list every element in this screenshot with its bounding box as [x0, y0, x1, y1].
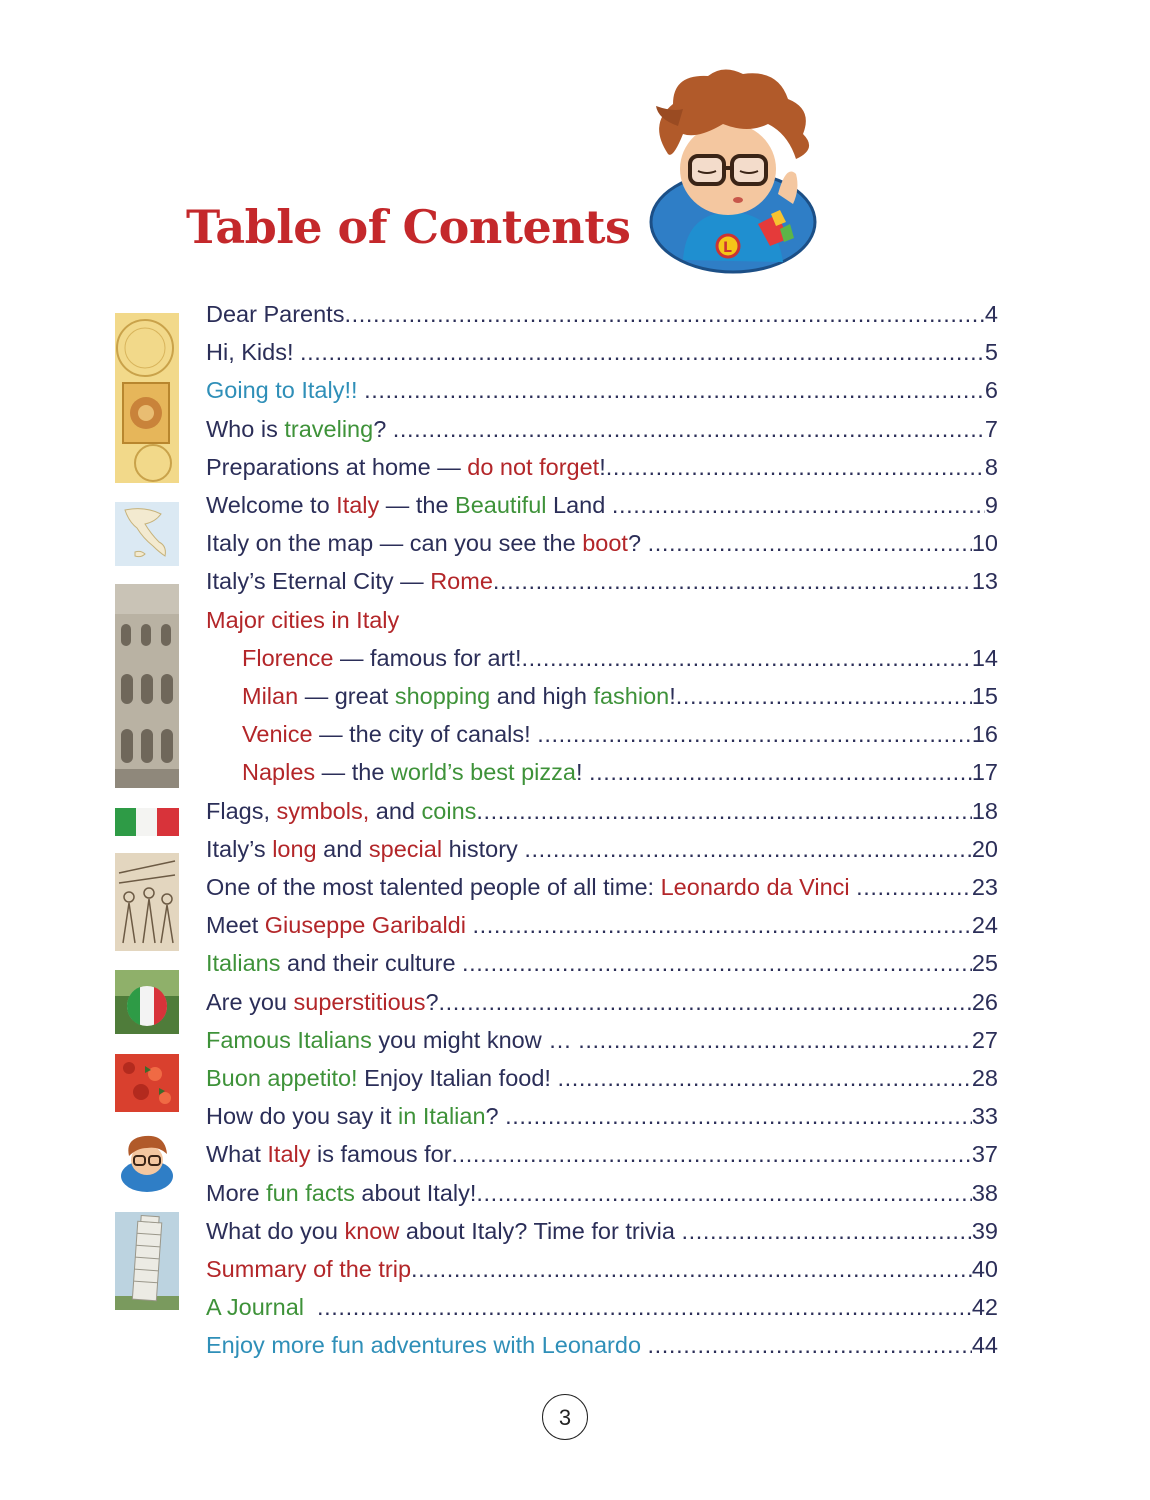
toc-page-number: 8 — [984, 453, 998, 480]
toc-entry-text: in Italian — [398, 1103, 486, 1130]
dot-leader — [522, 639, 972, 677]
toc-entry-text: Naples — [242, 759, 316, 786]
toc-entry-text: Major cities in Italy — [206, 606, 400, 633]
toc-entry-label — [206, 1135, 452, 1173]
toc-entry[interactable] — [206, 1021, 998, 1059]
toc-entry[interactable] — [206, 410, 998, 448]
dot-leader — [524, 830, 972, 868]
toc-entry-text: Land — [546, 492, 612, 518]
toc-page-number: 26 — [971, 988, 998, 1015]
dot-leader — [505, 1097, 972, 1135]
toc-entry-text: ? — [485, 1103, 506, 1130]
toc-entry-text: — famous for art! — [333, 644, 522, 671]
toc-page-number: 40 — [971, 1256, 998, 1282]
toc-entry[interactable] — [206, 1059, 998, 1097]
dot-leader — [317, 1288, 972, 1326]
dot-leader — [364, 371, 985, 409]
toc-entry-label — [206, 1212, 681, 1250]
toc-entry-label — [206, 601, 399, 639]
toc-entry-text: Rome — [430, 568, 493, 595]
toc-entry-text: coins — [421, 797, 477, 824]
toc-entry-text: and high — [490, 683, 594, 709]
toc-entry-label — [206, 1097, 505, 1135]
toc-entry-text: superstitious — [293, 988, 426, 1015]
toc-entry-text: Italy — [267, 1141, 311, 1168]
toc-entry[interactable] — [206, 792, 998, 830]
dot-leader — [439, 983, 972, 1021]
toc-subentry[interactable] — [242, 753, 998, 791]
toc-entry-text: and — [369, 797, 422, 824]
dot-leader — [452, 1135, 972, 1173]
toc-entry-text: How do you say it — [206, 1103, 399, 1130]
toc-entry-text: — the — [379, 492, 456, 518]
toc-page-number: 5 — [984, 339, 998, 366]
toc-entry[interactable] — [206, 295, 998, 333]
toc-entry-label — [206, 448, 606, 486]
toc-entry-label — [206, 410, 393, 448]
toc-entry-text: Giuseppe Garibaldi — [264, 912, 473, 939]
toc-page-number: 42 — [971, 1294, 998, 1321]
toc-entry-label — [206, 1021, 578, 1059]
toc-entry-text: Venice — [242, 721, 313, 748]
toc-entry-text: — the — [315, 759, 391, 786]
toc-entry-text: and their culture — [280, 950, 463, 977]
toc-entry-text: do not forget — [467, 453, 600, 480]
toc-entry-label — [206, 944, 462, 982]
toc-entry-text: Italy on the map — can you see the — [206, 530, 583, 557]
toc-page-number: 25 — [971, 950, 998, 977]
toc-entry-text: What — [206, 1141, 268, 1168]
toc-page-number: 6 — [984, 377, 998, 404]
toc-entry[interactable] — [206, 333, 998, 371]
toc-page-number: 20 — [971, 835, 998, 862]
toc-entry-label — [242, 715, 537, 753]
toc-page-number: 4 — [984, 301, 998, 327]
toc-page-number: 24 — [971, 912, 998, 939]
dot-leader — [300, 333, 985, 371]
toc-entry-text: shopping — [394, 683, 491, 709]
toc-entry-text: Italy’s — [206, 835, 273, 862]
toc-page-number: 17 — [971, 759, 998, 786]
toc-entry[interactable] — [206, 1212, 998, 1250]
toc-page-number: 28 — [971, 1065, 998, 1091]
toc-page-number: 15 — [971, 683, 998, 709]
toc-entry-text: Dear Parents — [206, 301, 345, 327]
toc-entry-text: Summary of the trip — [206, 1256, 412, 1282]
toc-entry[interactable] — [206, 1326, 998, 1364]
toc-page-number: 39 — [971, 1217, 998, 1244]
dot-leader — [476, 792, 971, 830]
toc-entry-text: know — [344, 1217, 400, 1244]
toc-entry-text: Florence — [242, 644, 334, 671]
toc-entry-text: Are you — [206, 988, 294, 1015]
dot-leader — [648, 1326, 972, 1364]
toc-entry-label — [206, 1059, 557, 1097]
toc-entry-text: Enjoy more fun adventures with Leonardo — [206, 1332, 648, 1359]
toc-entry-label — [206, 295, 344, 333]
dot-leader — [856, 868, 972, 906]
dot-leader — [537, 715, 972, 753]
dot-leader — [648, 524, 972, 562]
toc-entry[interactable] — [206, 524, 998, 562]
toc-entry-text: you might know … — [371, 1026, 579, 1053]
dot-leader — [557, 1059, 971, 1097]
toc-entry[interactable] — [206, 486, 998, 524]
toc-entry-label — [242, 639, 522, 677]
toc-page-number: 37 — [971, 1141, 998, 1168]
toc-entry-label — [242, 677, 676, 715]
toc-entry-text: Beautiful — [455, 492, 547, 518]
dot-leader — [472, 906, 971, 944]
toc-entry-text: Flags, — [206, 797, 277, 824]
toc-entry-label — [206, 792, 476, 830]
toc-entry-text: world’s best pizza — [390, 759, 576, 786]
toc-entry-text: fashion — [593, 683, 670, 709]
toc-entry-label — [206, 1174, 476, 1212]
toc-entry-label — [206, 983, 439, 1021]
toc-entry-label — [206, 830, 524, 868]
toc-entry-label — [206, 562, 493, 600]
toc-page-number: 38 — [971, 1179, 998, 1206]
toc-entry-text: — great — [298, 683, 395, 709]
toc-entry-text: fun facts — [266, 1179, 355, 1206]
toc-entry-text: ! — [599, 453, 606, 480]
toc-subentry[interactable] — [242, 715, 998, 753]
toc-entry-text: Hi, Kids! — [206, 339, 301, 366]
toc-entry-text: boot — [582, 530, 628, 557]
toc-entry-label — [206, 524, 648, 562]
toc-entry[interactable] — [206, 1288, 998, 1326]
toc-entry-text: More — [206, 1179, 267, 1206]
toc-section-heading[interactable] — [206, 601, 998, 639]
toc-page-number: 13 — [971, 568, 998, 595]
toc-entry-label — [242, 753, 589, 791]
toc-entry[interactable] — [206, 371, 998, 409]
toc-entry-text: long — [272, 835, 317, 862]
page-number: 3 — [542, 1394, 588, 1440]
toc-entry-text: ! — [669, 683, 676, 709]
dot-leader — [612, 486, 985, 524]
svg-text:L: L — [723, 240, 732, 256]
toc-entry-text: is famous for — [310, 1141, 452, 1168]
toc-entry-text: Enjoy Italian food! — [357, 1065, 558, 1091]
toc-entry[interactable] — [206, 830, 998, 868]
toc-entry[interactable] — [206, 1135, 998, 1173]
toc-entry[interactable] — [206, 868, 998, 906]
toc-entry-label — [206, 1288, 317, 1326]
toc-entry[interactable] — [206, 1097, 998, 1135]
toc-entry-text: A Journal — [206, 1294, 318, 1321]
toc-entry-label — [206, 1326, 648, 1364]
toc-entry-label — [206, 868, 856, 906]
dot-leader — [578, 1021, 972, 1059]
toc-entry-text: Buon appetito! — [206, 1065, 358, 1091]
toc-entry-text: Going to Italy!! — [206, 377, 365, 404]
toc-page-number: 18 — [971, 797, 998, 824]
toc-entry-text: symbols, — [276, 797, 370, 824]
toc-page-number: 9 — [984, 492, 998, 518]
toc-entry-label — [206, 906, 472, 944]
dot-leader — [462, 944, 972, 982]
toc-entry-text: traveling — [284, 415, 374, 442]
toc-entry-text: — the city of canals! — [312, 721, 538, 748]
toc-entry-text: Italy’s Eternal City — — [206, 568, 431, 595]
page-title: Table of Contents — [186, 200, 631, 254]
toc-page-number: 23 — [971, 874, 998, 900]
toc-subentry[interactable] — [242, 677, 998, 715]
toc-entry-text: ? — [627, 530, 648, 557]
toc-entry-text: Leonardo da Vinci — [660, 874, 857, 900]
dot-leader — [344, 295, 984, 333]
toc-entry[interactable] — [206, 944, 998, 982]
toc-entry-text: Who is — [206, 415, 285, 442]
toc-entry-text: ? — [373, 415, 393, 442]
toc-entry[interactable] — [206, 906, 998, 944]
toc-entry-label — [206, 371, 364, 409]
dot-leader — [676, 677, 972, 715]
toc-entry-text: history — [442, 835, 525, 862]
dot-leader — [393, 410, 985, 448]
toc-entry-text: about Italy? Time for trivia — [399, 1217, 682, 1244]
toc-entry-text: What do you — [206, 1217, 345, 1244]
dot-leader — [411, 1250, 972, 1288]
toc-page-number: 27 — [971, 1026, 998, 1053]
toc-entry-text: ! — [575, 759, 590, 786]
toc-entry[interactable] — [206, 983, 998, 1021]
toc-entry-label — [206, 1250, 411, 1288]
toc-entry-text: special — [368, 835, 443, 862]
toc-page-number: 14 — [971, 644, 998, 671]
dot-leader — [493, 562, 972, 600]
toc-entry-text: and — [316, 835, 369, 862]
toc-entry[interactable] — [206, 1174, 998, 1212]
toc-page-number: 10 — [971, 530, 998, 557]
toc-entry-text: Milan — [242, 683, 299, 709]
toc-entry-text: ? — [425, 988, 439, 1015]
toc-entry-text: Famous Italians — [206, 1026, 372, 1053]
dot-leader — [681, 1212, 971, 1250]
toc-entry-text: Preparations at home — — [206, 453, 468, 480]
toc-entry-text: Italy — [336, 492, 380, 518]
toc-page-number: 44 — [971, 1332, 998, 1359]
dot-leader — [476, 1174, 971, 1212]
toc-entry[interactable] — [206, 448, 998, 486]
toc-page-number: 16 — [971, 721, 998, 748]
toc-entry-text: Italians — [206, 950, 281, 977]
toc-subentry[interactable] — [242, 639, 998, 677]
toc-entry-text: Meet — [206, 912, 265, 939]
dot-leader — [589, 753, 972, 791]
toc-page-number: 33 — [971, 1103, 998, 1130]
toc-entry-text: Welcome to — [206, 492, 337, 518]
toc-entry[interactable] — [206, 1250, 998, 1288]
toc-entry-text: One of the most talented people of all time: — [206, 874, 661, 900]
toc-page-number: 7 — [984, 415, 998, 442]
toc-entry-label — [206, 333, 300, 371]
toc-entry-label — [206, 486, 612, 524]
dot-leader — [606, 448, 985, 486]
toc-entry-text: about Italy! — [354, 1179, 477, 1206]
toc-entry[interactable] — [206, 562, 998, 600]
